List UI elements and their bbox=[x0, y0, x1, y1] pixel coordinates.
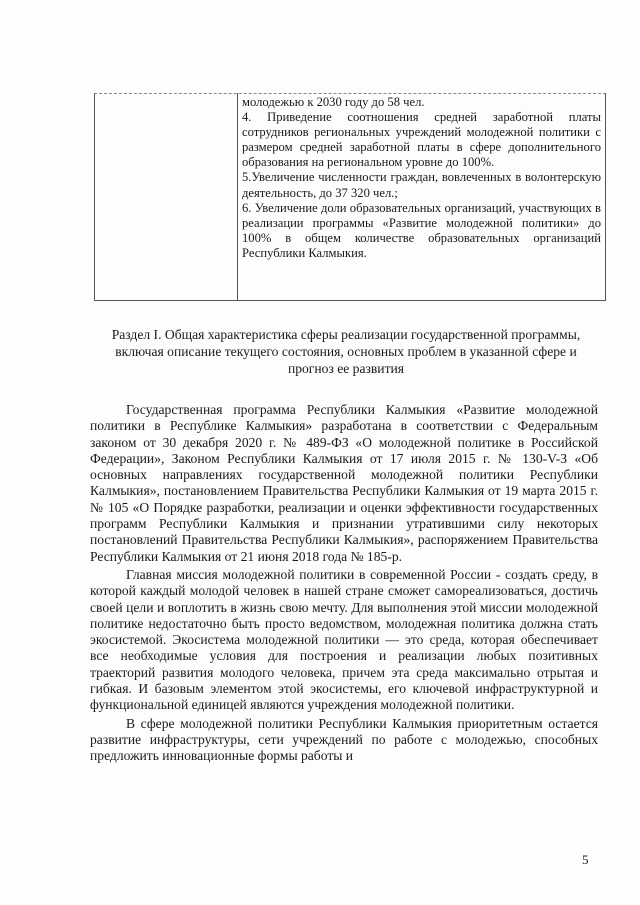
paragraph: Главная миссия молодежной политики в современной России - создать среду, в которой каждый молодой человек в нашей стране сможет самореализоваться, достичь своей цели и воплотить в жизнь свою мечту. Для выполнения этой миссии молодежной политике недостаточно быть просто ведомством, молодежная политика должна стать экосистемой. Экосистема молодежной политики — это среда, которая обеспечивает все необходимые условия для построения и реализации любых позитивных траекторий развития молодого человека, причем эта среда максимально отрытая и гибкая. И базовым элементом этой экосистемы, его ключевой инфраструктурной и функциональной единицей являются учреждения молодежной политики. bbox=[90, 566, 598, 713]
table-left-cell bbox=[95, 93, 238, 300]
table-line: молодежью к 2030 году до 58 чел. bbox=[242, 95, 425, 109]
body-text bbox=[90, 402, 598, 767]
table-line: 6. Увеличение доли образовательных организаций, участвующих в реализации программы «Развитие молодежной политики» до 100% в общем количестве образовательных организаций Республики Калмыкия. bbox=[242, 200, 601, 260]
table-fragment bbox=[94, 93, 606, 301]
table-right-cell bbox=[238, 93, 605, 261]
section-heading: Раздел I. Общая характеристика сферы реализации государственной программы, включая описание текущего состояния, основных проблем в указанной сфере и прогноз ее развития bbox=[111, 327, 581, 376]
table-line: 5.Увеличение численности граждан, вовлеченных в волонтерскую деятельность, до 37 320 чел.; bbox=[242, 170, 601, 200]
paragraph: Государственная программа Республики Калмыкия «Развитие молодежной политики в Республике Калмыкия» разработана в соответствии с Федеральным законом от 30 декабря 2020 г. № 489-ФЗ «О молодежной политике в Российской Федерации», Законом Республики Калмыкия от 17 июля 2015 г. № 130-V-З «Об основных направлениях государственной молодежной политики Республики Калмыкия», постановлением Правительства Республики Калмыкия от 19 марта 2015 г. № 105 «О Порядке разработки, реализации и оценки эффективности государственных программ Республики Калмыкия и признании утратившими силу некоторых постановлений Правительства Республики Калмыкия», распоряжением Правительства Республики Калмыкия от 21 июня 2018 года № 185-р. bbox=[90, 402, 598, 564]
paragraph: В сфере молодежной политики Республики Калмыкия приоритетным остается развитие инфраструктуры, сети учреждений по работе с молодежью, способных предложить инновационные формы работы и bbox=[90, 715, 598, 764]
table-line: 4. Приведение соотношения средней заработной платы сотрудников региональных учреждений молодежной политики с размером средней заработной платы в сфере дополнительного образования на региональном уровне до 100%. bbox=[242, 110, 601, 170]
page-number: 5 bbox=[582, 852, 589, 867]
